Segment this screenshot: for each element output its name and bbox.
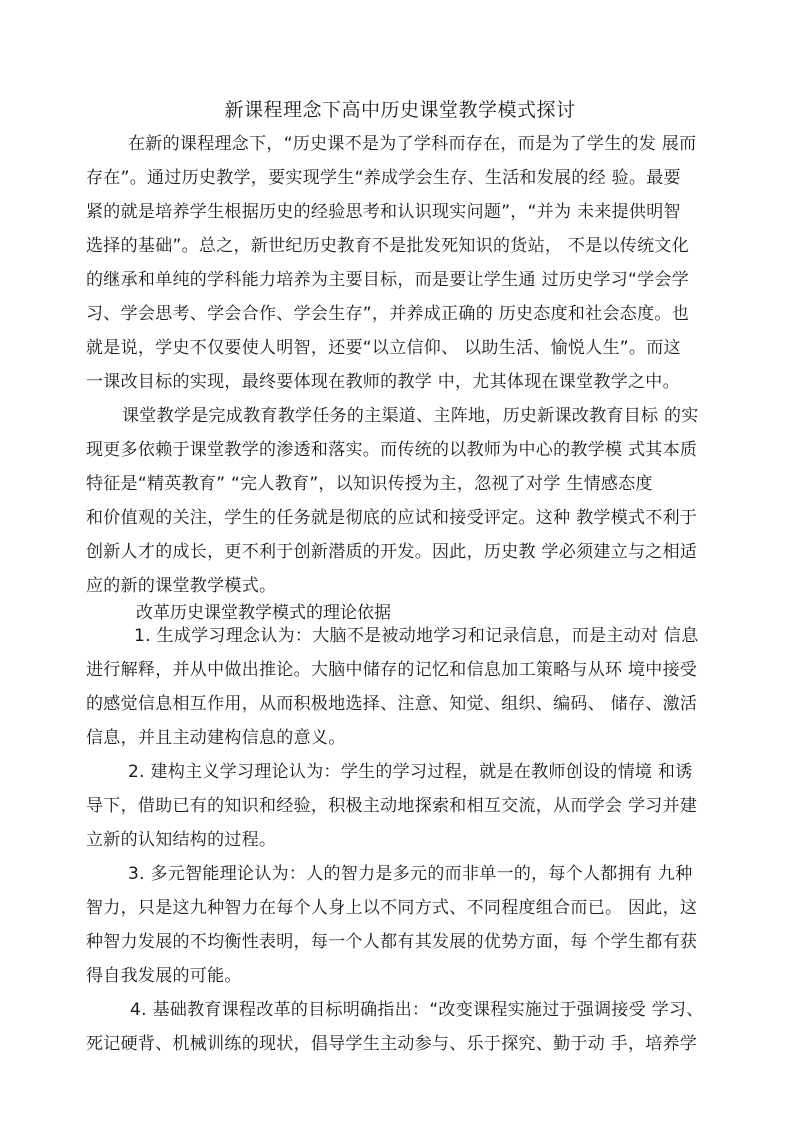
text-line: 习、学会思考、学会合作、学会生存”，并养成正确的 历史态度和社会态度。也 [86, 304, 690, 324]
text-line: 进行解释，并从中做出推论。大脑中储存的记忆和信息加工策略与从环 境中接受 [86, 660, 698, 680]
text-line: 得自我发展的可能。 [86, 966, 242, 986]
text-line: 存在”。通过历史教学，要实现学生“养成学会生存、生活和发展的经 验。最要 [86, 168, 681, 188]
text-line: 选择的基础”。总之，新世纪历史教育不是批发死知识的货站， 不是以传统文化 [86, 236, 690, 256]
text-line: 导下，借助已有的知识和经验，积极主动地探索和相互交流，从而学会 学习并建 [86, 796, 698, 816]
text-line: 创新人才的成长，更不利于创新潜质的开发。因此，历史教 学必须建立与之相适 [86, 542, 698, 562]
text-line: 的感觉信息相互作用，从而积极地选择、注意、知觉、组织、编码、 储存、激活 [86, 694, 698, 714]
text-line: 1. 生成学习理念认为：大脑不是被动地学习和记录信息，而是主动对 信息 [134, 626, 699, 646]
text-line: 智力，只是这九种智力在每个人身上以不同方式、不同程度组合而已。 因此，这 [86, 898, 698, 918]
text-line: 特征是“精英教育” “完人教育”，以知识传授为主，忽视了对学 生情感态度 [86, 474, 653, 494]
text-line: 4. 基础教育课程改革的目标明确指出：“改变课程实施过于强调接受 学习、 [130, 1000, 704, 1020]
text-line: 应的新的课堂教学模式。 [86, 576, 277, 596]
text-line: 种智力发展的不均衡性表明，每一个人都有其发展的优势方面，每 个学生都有获 [86, 932, 698, 952]
text-line: 紧的就是培养学生根据历史的经验思考和认识现实问题”，“并为 未来提供明智 [86, 202, 681, 222]
text-line: 立新的认知结构的过程。 [86, 830, 277, 850]
text-line: 的继承和单纯的学科能力培养为主要目标，而是要让学生通 过历史学习“学会学 [86, 270, 690, 290]
document-title: 新课程理念下高中历史课堂教学模式探讨 [224, 99, 576, 121]
text-line: 死记硬背、机械训练的现状，倡导学生主动参与、乐于探究、勤于动 手，培养学 [86, 1034, 698, 1054]
text-line: 就是说，学史不仅要使人明智，还要“以立信仰、 以助生活、愉悦人生”。而这 [86, 338, 681, 358]
text-line: 在新的课程理念下，“历史课不是为了学科而存在，而是为了学生的发 展而 [128, 134, 697, 154]
text-line: 和价值观的关注，学生的任务就是彻底的应试和接受评定。这种 教学模式不利于 [86, 508, 698, 528]
text-line: 2. 建构主义学习理论认为：学生的学习过程，就是在教师创设的情境 和诱 [128, 762, 693, 782]
text-line: 3. 多元智能理论认为：人的智力是多元的而非单一的，每个人都拥有 九种 [128, 864, 693, 884]
text-line: 现更多依赖于课堂教学的渗透和落实。而传统的以教师为中心的教学模 式其本质 [86, 440, 698, 460]
section-heading: 改革历史课堂教学模式的理论依据 [136, 603, 391, 623]
text-line: 一课改目标的实现，最终要体现在教师的教学 中，尤其体现在课堂教学之中。 [86, 372, 680, 392]
text-line: 信息，并且主动建构信息的意义。 [86, 728, 346, 748]
text-line: 课堂教学是完成教育教学任务的主渠道、主阵地，历史新课改教育目标 的实 [122, 406, 699, 426]
